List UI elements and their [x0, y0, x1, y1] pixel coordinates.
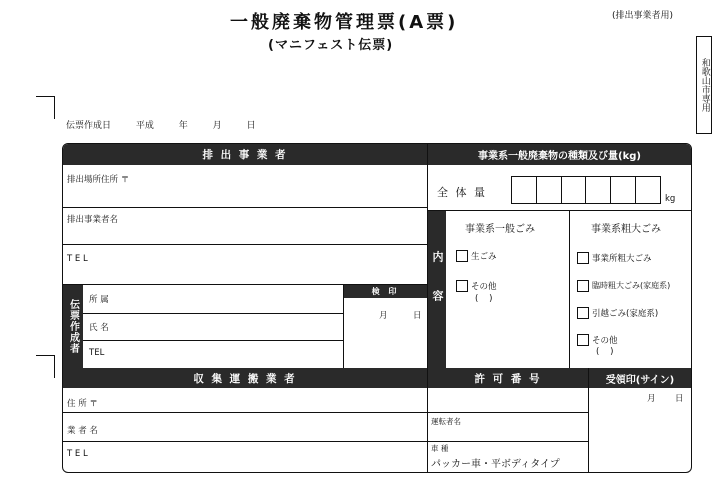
bulky-other-paren[interactable]: ( )	[596, 347, 614, 357]
issue-date-label: 伝票作成日	[66, 121, 112, 131]
collector-address-label[interactable]: 住 所 〒	[67, 399, 98, 409]
manifest-form	[62, 143, 692, 473]
crop-mark-bottom	[36, 355, 55, 378]
bulky-item-label: 事業所粗大ごみ	[592, 254, 652, 264]
vehicle-type-label: 車 種	[431, 444, 449, 453]
bulky-item-label: その他	[592, 336, 618, 346]
bulky-item-checkbox-1[interactable]	[577, 280, 589, 292]
month-label: 月	[212, 121, 222, 131]
page-title: 一般廃棄物管理票(A票)	[230, 12, 459, 33]
collector-name-label[interactable]: 業 者 名	[67, 426, 98, 436]
general-other-paren[interactable]: ( )	[475, 294, 493, 304]
waste-header: 事業系一般廃棄物の種類及び量(kg)	[428, 144, 691, 165]
day-label: 日	[246, 121, 256, 131]
total-unit-label: kg	[665, 194, 676, 204]
page-subtitle: (マニフェスト伝票)	[268, 38, 394, 53]
general-item-label: 生ごみ	[471, 252, 497, 262]
collector-header: 収 集 運 搬 業 者	[63, 368, 427, 388]
bulky-waste-header: 事業系粗大ごみ	[591, 224, 661, 235]
bulky-item-checkbox-3[interactable]	[577, 334, 589, 346]
stamp-header: 検 印	[344, 285, 427, 298]
emitter-tel-label[interactable]: T E L	[67, 254, 88, 264]
creator-label: 伝票作成者	[63, 285, 83, 368]
stamp-month-label: 月	[379, 311, 388, 321]
driver-name-label[interactable]: 運転者名	[431, 417, 461, 426]
creator-person-label[interactable]: 氏 名	[89, 323, 109, 333]
general-waste-header: 事業系一般ごみ	[465, 224, 535, 235]
content-label: 内容	[428, 211, 446, 368]
total-amount-boxes[interactable]	[511, 176, 661, 204]
creator-dept-label[interactable]: 所 属	[89, 295, 109, 305]
stamp-day-label: 日	[413, 311, 422, 321]
general-item-label: その他	[471, 282, 497, 292]
total-amount-label: 全 体 量	[437, 186, 487, 199]
receipt-month-label: 月	[647, 394, 656, 404]
bulky-item-label: 引越ごみ(家庭系)	[592, 309, 659, 319]
emitter-header: 排 出 事 業 者	[63, 144, 427, 165]
collector-tel-label[interactable]: T E L	[67, 449, 88, 459]
year-label: 年	[178, 121, 188, 131]
city-exclusive-label: 和歌山市専用	[696, 36, 712, 134]
receipt-day-label: 日	[675, 394, 684, 404]
receipt-header: 受領印(サイン)	[589, 368, 691, 388]
emitter-name-label[interactable]: 排出事業者名	[67, 215, 119, 225]
bulky-item-checkbox-0[interactable]	[577, 252, 589, 264]
permit-header: 許 可 番 号	[428, 368, 588, 388]
general-item-checkbox-1[interactable]	[456, 280, 468, 292]
copy-label: (排出事業者用)	[612, 11, 674, 21]
vehicle-type-value: パッカー車・平ボディタイプ	[431, 459, 560, 470]
bulky-item-label: 臨時粗大ごみ(家庭系)	[592, 281, 671, 290]
emitter-address-label[interactable]: 排出場所住所 〒	[67, 175, 130, 185]
bulky-item-checkbox-2[interactable]	[577, 307, 589, 319]
general-item-checkbox-0[interactable]	[456, 250, 468, 262]
issue-date-row	[66, 118, 278, 131]
era-label: 平成	[135, 121, 154, 131]
crop-mark-top	[36, 96, 55, 119]
creator-tel-label[interactable]: TEL	[89, 348, 105, 358]
